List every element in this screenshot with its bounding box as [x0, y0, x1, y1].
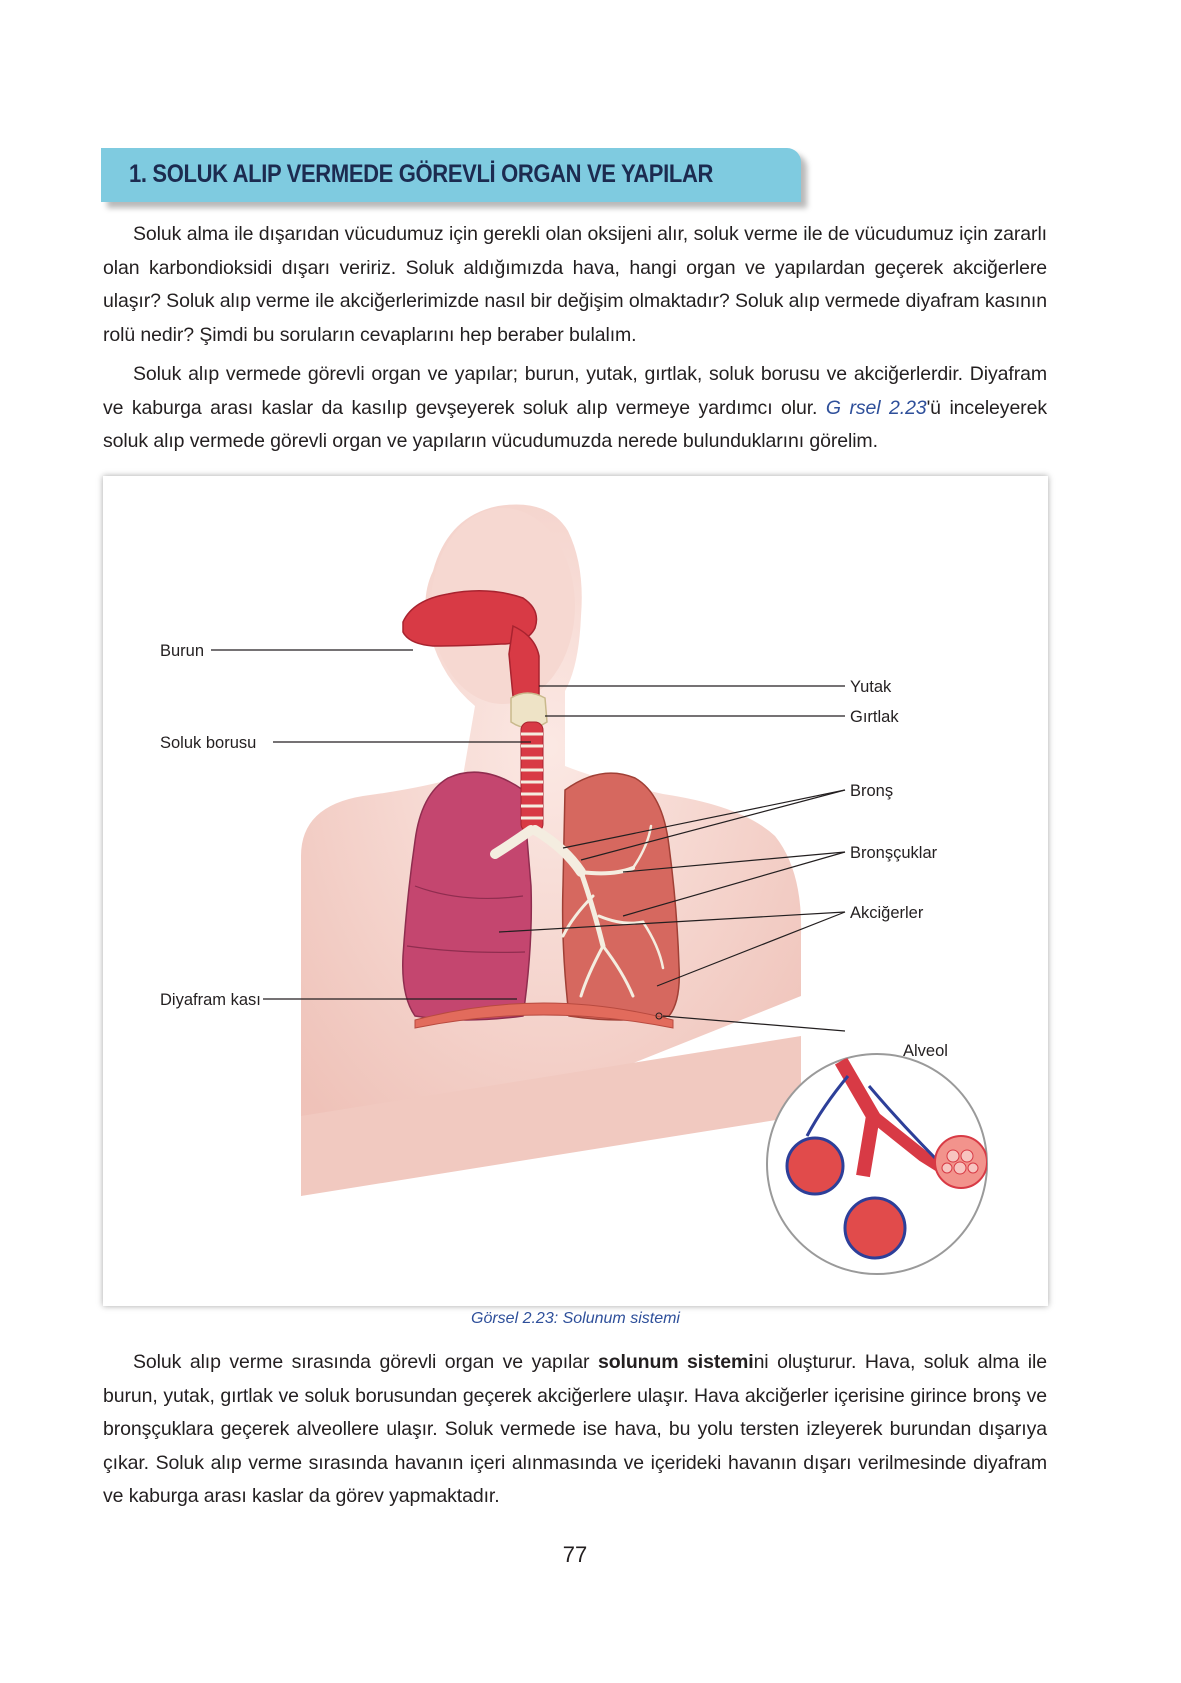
label-akcigerler: Akciğerler: [850, 904, 924, 922]
lung-left: [403, 772, 532, 1020]
summary-paragraph-suffix: ni oluşturur. Hava, soluk alma ile burun, yutak, gırtlak ve soluk borusundan geçerek akciğerlere ulaşır. Hava akciğerler içerisine girince bronş ve bronşçuklara geçerek alveollere ulaşır. Soluk vermede ise hava, bu yolu tersten izleyerek burundan dışarıya çıkar. Soluk alıp verme sırasında havanın içeri alınmasında ve içerideki havanın dışarı verilmesinde diyafram ve kaburga arası kaslar da görev yapmaktadır.: [103, 1351, 1047, 1507]
section-title: SOLUK ALIP VERMEDE GÖREVLİ ORGAN VE YAPILAR: [152, 160, 714, 188]
organs-paragraph-suffix: 'ü inceleyerek soluk alıp vermede görevli organ ve yapıların vücudumuzda nerede bulunduklarını görelim.: [103, 396, 1047, 452]
section-number: 1.: [129, 160, 147, 188]
respiratory-system-figure: [103, 476, 1048, 1306]
summary-bold-term: solunum sistemi: [597, 1351, 754, 1373]
figure-caption: Görsel 2.23: Solunum sistemi: [471, 1310, 680, 1327]
label-bronscuklar: Bronşçuklar: [850, 844, 938, 862]
label-soluk-borusu: Soluk borusu: [160, 734, 257, 752]
figure-reference-link[interactable]: G rsel 2.23: [825, 396, 927, 419]
organs-paragraph: [103, 358, 1047, 459]
label-yutak: Yutak: [850, 678, 892, 696]
summary-paragraph: [103, 1346, 1047, 1514]
respiratory-illustration: [103, 476, 1048, 1306]
human-body-silhouette: [301, 504, 801, 1196]
alveoli-inset: [767, 1054, 987, 1274]
alveolus-cluster: [845, 1198, 905, 1258]
alveolus-cluster: [787, 1138, 843, 1194]
label-brons: Bronş: [850, 782, 894, 800]
label-burun: Burun: [160, 642, 205, 660]
section-heading-banner: [101, 148, 801, 202]
intro-paragraph: Soluk alma ile dışarıdan vücudumuz için gerekli olan oksijeni alır, soluk verme ile de vücudumuz için zararlı olan karbondioksidi dışarı veririz. Soluk aldığımızda hava, hangi organ ve yapılardan geçerek akciğerlere ulaşır? Soluk alıp verme ile akciğerlerimizde nasıl bir değişim olmaktadır? Soluk alıp vermede diyafram kasının rolü nedir? Şimdi bu soruların cevaplarını hep beraber bulalım.: [103, 223, 1047, 346]
organs-paragraph-text: Soluk alıp vermede görevli organ ve yapılar; burun, yutak, gırtlak, soluk borusu ve akciğerlerdir. Diyafram ve kaburga arası kaslar da kasılıp gevşeyerek soluk alıp vermeye yardımcı olur.: [103, 363, 1047, 419]
summary-paragraph-text: Soluk alıp verme sırasında görevli organ ve yapılar: [133, 1351, 598, 1373]
page-number: 77: [562, 1542, 588, 1567]
label-girtlak: Gırtlak: [850, 708, 899, 726]
label-diyafram: Diyafram kası: [160, 991, 261, 1009]
trachea: [521, 722, 543, 832]
section-heading: [129, 160, 713, 189]
label-alveol: Alveol: [903, 1042, 948, 1060]
